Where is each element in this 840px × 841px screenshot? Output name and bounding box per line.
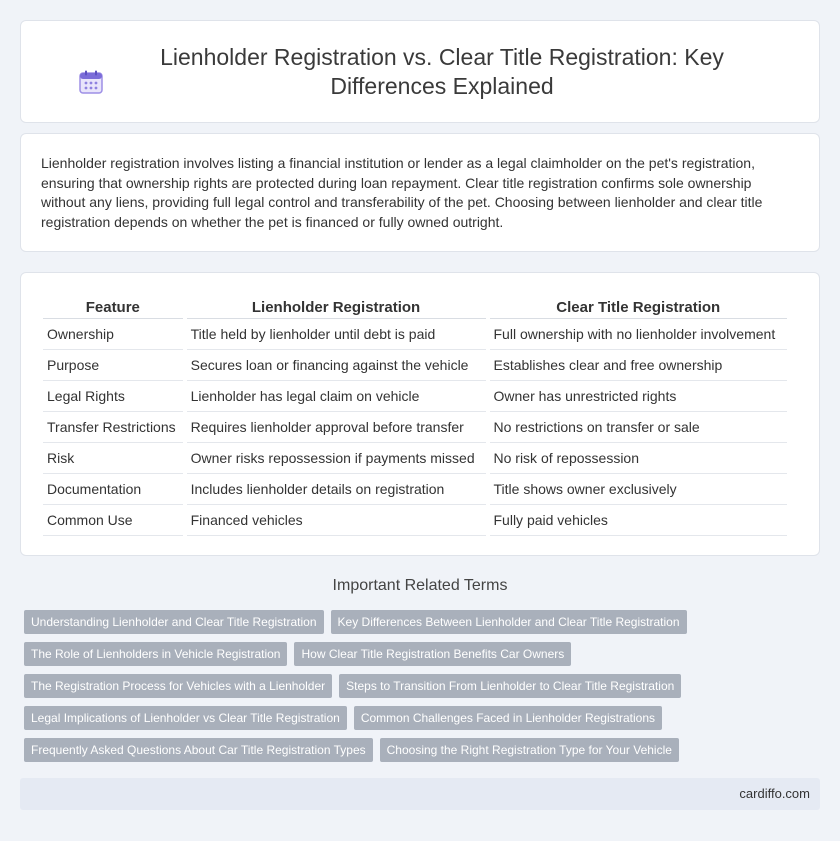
intro-card — [20, 133, 820, 252]
cell-clear-title: Owner has unrestricted rights — [490, 381, 788, 412]
cell-feature: Common Use — [43, 505, 183, 536]
table-row — [43, 319, 787, 350]
header-feature: Feature — [43, 295, 183, 319]
calendar-icon — [78, 69, 104, 95]
comparison-table — [39, 295, 791, 536]
page-title: Lienholder Registration vs. Clear Title Registration: Key Differences Explained — [160, 43, 724, 99]
cell-clear-title: Fully paid vehicles — [490, 505, 788, 536]
related-term-link[interactable]: Choosing the Right Registration Type for Your Vehicle — [380, 738, 679, 762]
footer-site-link[interactable]: cardiffo.com — [739, 786, 810, 801]
intro-text: Lienholder registration involves listing a financial institution or lender as a legal claimholder on the pet's registration, ensuring that ownership rights are protected during loan repayment. Clear title registration confirms sole ownership without any liens, providing full legal control and transferability of the pet. Choosing between lienholder and clear title registration depends on whether the pet is financed or fully owned outright. — [41, 155, 763, 230]
header-clear-title: Clear Title Registration — [490, 295, 788, 319]
related-term-link[interactable]: Common Challenges Faced in Lienholder Registrations — [354, 706, 662, 730]
table-row — [43, 474, 787, 505]
related-term-link[interactable]: Legal Implications of Lienholder vs Clear Title Registration — [24, 706, 347, 730]
tag-row — [24, 738, 824, 762]
table-row — [43, 443, 787, 474]
cell-clear-title: Establishes clear and free ownership — [490, 350, 788, 381]
cell-feature: Legal Rights — [43, 381, 183, 412]
cell-clear-title: No risk of repossession — [490, 443, 788, 474]
tag-row — [24, 674, 824, 698]
cell-clear-title: Title shows owner exclusively — [490, 474, 788, 505]
table-row — [43, 505, 787, 536]
table-row — [43, 381, 787, 412]
cell-lienholder: Financed vehicles — [187, 505, 486, 536]
cell-lienholder: Secures loan or financing against the vehicle — [187, 350, 486, 381]
cell-lienholder: Owner risks repossession if payments missed — [187, 443, 486, 474]
cell-feature: Transfer Restrictions — [43, 412, 183, 443]
related-term-link[interactable]: Steps to Transition From Lienholder to Clear Title Registration — [339, 674, 681, 698]
cell-lienholder: Requires lienholder approval before transfer — [187, 412, 486, 443]
related-term-link[interactable]: Key Differences Between Lienholder and Clear Title Registration — [331, 610, 687, 634]
title-wrap — [60, 43, 780, 101]
related-term-link[interactable]: Frequently Asked Questions About Car Title Registration Types — [24, 738, 373, 762]
cell-lienholder: Lienholder has legal claim on vehicle — [187, 381, 486, 412]
cell-feature: Ownership — [43, 319, 183, 350]
tag-row — [24, 706, 824, 730]
cell-feature: Purpose — [43, 350, 183, 381]
related-term-link[interactable]: Understanding Lienholder and Clear Title Registration — [24, 610, 324, 634]
comparison-table-card — [20, 272, 820, 556]
cell-lienholder: Title held by lienholder until debt is paid — [187, 319, 486, 350]
cell-lienholder: Includes lienholder details on registration — [187, 474, 486, 505]
related-term-link[interactable]: The Registration Process for Vehicles with a Lienholder — [24, 674, 332, 698]
related-terms-title: Important Related Terms — [332, 577, 508, 594]
cell-clear-title: No restrictions on transfer or sale — [490, 412, 788, 443]
table-row — [43, 350, 787, 381]
related-term-link[interactable]: How Clear Title Registration Benefits Car Owners — [294, 642, 571, 666]
title-card — [20, 20, 820, 123]
cell-clear-title: Full ownership with no lienholder involvement — [490, 319, 788, 350]
related-terms-list — [24, 610, 824, 770]
table-row — [43, 412, 787, 443]
cell-feature: Risk — [43, 443, 183, 474]
tag-row — [24, 610, 824, 634]
cell-feature: Documentation — [43, 474, 183, 505]
related-term-link[interactable]: The Role of Lienholders in Vehicle Registration — [24, 642, 287, 666]
header-lienholder: Lienholder Registration — [187, 295, 486, 319]
tag-row — [24, 642, 824, 666]
table-header-row — [43, 295, 787, 319]
footer — [20, 778, 820, 810]
